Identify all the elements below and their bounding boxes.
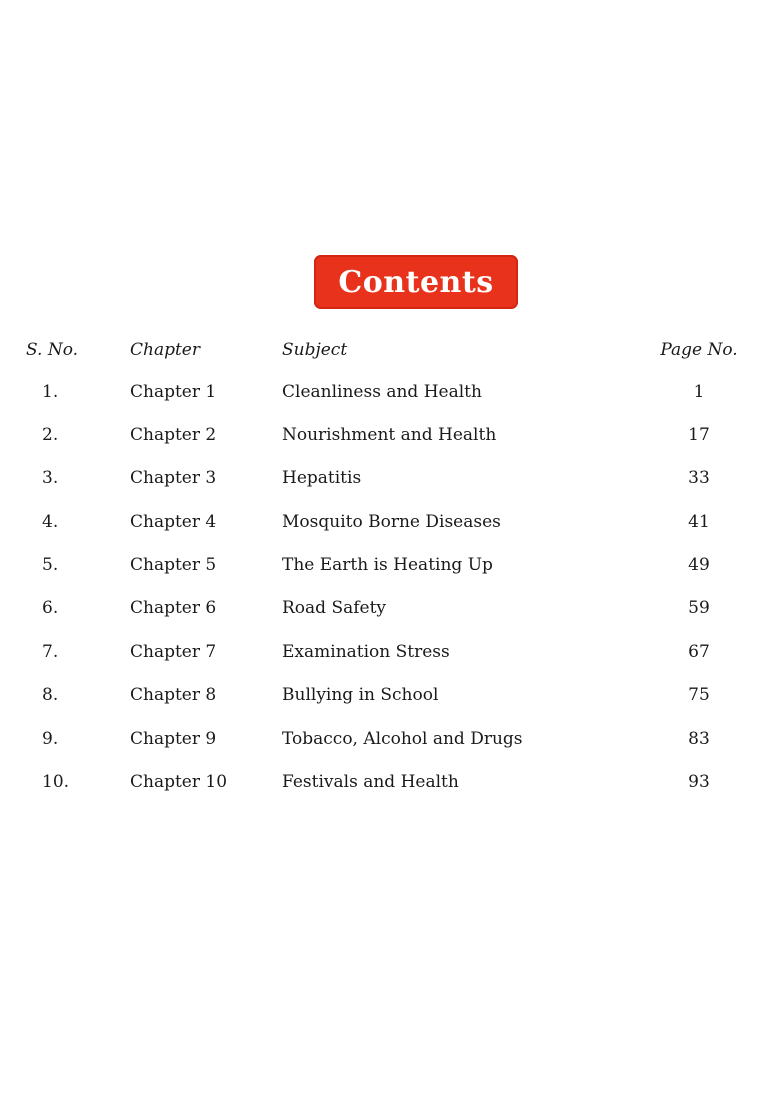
header-subject: Subject: [282, 340, 348, 360]
page-title: Contents: [338, 264, 494, 300]
row-page: 75: [688, 685, 710, 705]
table-row[interactable]: [0, 420, 780, 450]
row-chapter: Chapter 3: [130, 468, 217, 488]
row-subject: The Earth is Heating Up: [282, 555, 493, 575]
row-subject: Nourishment and Health: [282, 425, 497, 445]
contents-title-badge: [314, 255, 518, 309]
table-row[interactable]: [0, 724, 780, 754]
table-row[interactable]: [0, 463, 780, 493]
row-page: 93: [688, 772, 710, 792]
row-page: 17: [688, 425, 710, 445]
row-subject: Mosquito Borne Diseases: [282, 512, 501, 532]
table-row[interactable]: [0, 637, 780, 667]
table-header: [0, 335, 780, 365]
row-page: 41: [688, 512, 710, 532]
row-subject: Road Safety: [282, 598, 387, 618]
row-subject: Tobacco, Alcohol and Drugs: [282, 729, 523, 749]
row-sno: 9.: [42, 729, 59, 749]
row-sno: 4.: [42, 512, 59, 532]
table-row[interactable]: [0, 550, 780, 580]
header-sno: S. No.: [26, 340, 79, 360]
row-page: 59: [688, 598, 710, 618]
row-chapter: Chapter 6: [130, 598, 217, 618]
row-sno: 2.: [42, 425, 59, 445]
row-chapter: Chapter 2: [130, 425, 217, 445]
header-chapter: Chapter: [130, 340, 200, 360]
row-chapter: Chapter 10: [130, 772, 228, 792]
table-row[interactable]: [0, 593, 780, 623]
row-page: 83: [688, 729, 710, 749]
row-sno: 10.: [42, 772, 70, 792]
header-page: Page No.: [660, 340, 738, 360]
row-chapter: Chapter 1: [130, 382, 217, 402]
row-sno: 3.: [42, 468, 59, 488]
row-chapter: Chapter 7: [130, 642, 217, 662]
row-chapter: Chapter 5: [130, 555, 217, 575]
row-page: 1: [693, 382, 705, 402]
row-page: 49: [688, 555, 710, 575]
row-subject: Festivals and Health: [282, 772, 459, 792]
row-chapter: Chapter 4: [130, 512, 217, 532]
row-subject: Cleanliness and Health: [282, 382, 482, 402]
row-page: 33: [688, 468, 710, 488]
table-row[interactable]: [0, 680, 780, 710]
row-subject: Examination Stress: [282, 642, 450, 662]
row-sno: 1.: [42, 382, 59, 402]
row-chapter: Chapter 8: [130, 685, 217, 705]
row-subject: Bullying in School: [282, 685, 439, 705]
table-row[interactable]: [0, 377, 780, 407]
row-sno: 5.: [42, 555, 59, 575]
row-sno: 6.: [42, 598, 59, 618]
row-subject: Hepatitis: [282, 468, 362, 488]
table-row[interactable]: [0, 767, 780, 797]
row-page: 67: [688, 642, 710, 662]
row-sno: 7.: [42, 642, 59, 662]
row-chapter: Chapter 9: [130, 729, 217, 749]
row-sno: 8.: [42, 685, 59, 705]
table-row[interactable]: [0, 507, 780, 537]
